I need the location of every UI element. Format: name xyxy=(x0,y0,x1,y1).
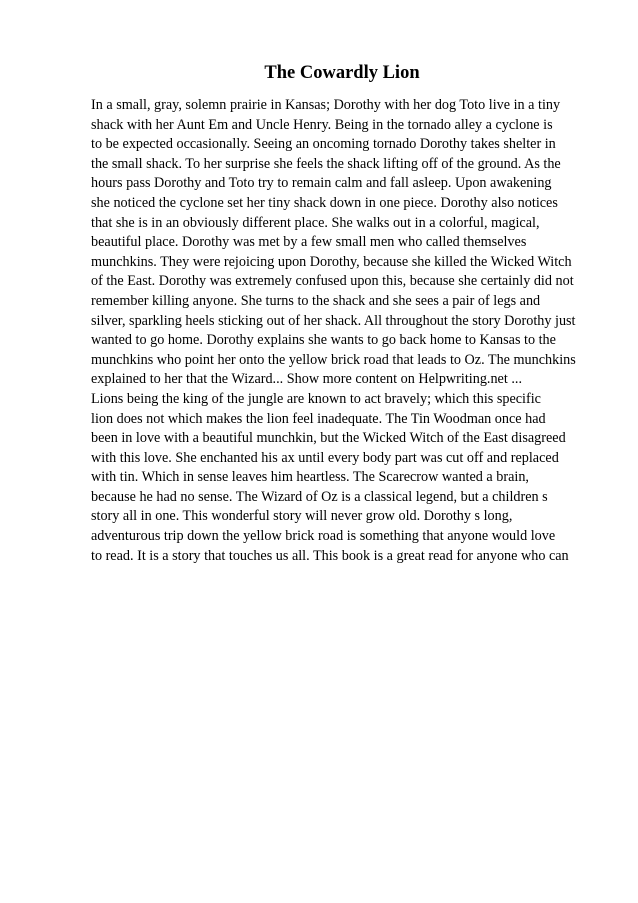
body-line: with this love. She enchanted his ax until every body part was cut off and replaced xyxy=(91,449,559,466)
body-line: story all in one. This wonderful story will never grow old. Dorothy s long, xyxy=(91,508,513,525)
body-line: munchkins who point her onto the yellow brick road that leads to Oz. The munchkins xyxy=(91,351,576,368)
body-line: remember killing anyone. She turns to the shack and she sees a pair of legs and xyxy=(91,292,541,309)
body-line: adventurous trip down the yellow brick road is something that anyone would love xyxy=(91,528,556,545)
body-line: explained to her that the Wizard... Show more content on Helpwriting.net ... xyxy=(91,371,522,388)
body-line: In a small, gray, solemn prairie in Kansas; Dorothy with her dog Toto live in a tiny xyxy=(91,97,561,113)
body-line: munchkins. They were rejoicing upon Dorothy, because she killed the Wicked Witch xyxy=(91,253,572,270)
body-line: the small shack. To her surprise she feels the shack lifting off of the ground. As the xyxy=(91,155,561,172)
body-line: that she is in an obviously different place. She walks out in a colorful, magical, xyxy=(91,214,540,231)
body-line: shack with her Aunt Em and Uncle Henry. Being in the tornado alley a cyclone is xyxy=(91,116,553,133)
document-body xyxy=(91,96,576,566)
body-line: Lions being the king of the jungle are known to act bravely; which this specific xyxy=(91,390,541,407)
body-line: to read. It is a story that touches us all. This book is a great read for anyone who can xyxy=(91,547,569,564)
body-line: silver, sparkling heels sticking out of her shack. All throughout the story Dorothy just xyxy=(91,312,576,329)
body-line: she noticed the cyclone set her tiny shack down in one piece. Dorothy also notices xyxy=(91,194,558,211)
body-line: been in love with a beautiful munchkin, but the Wicked Witch of the East disagreed xyxy=(91,430,566,447)
body-line: because he had no sense. The Wizard of Oz is a classical legend, but a children s xyxy=(91,488,548,505)
body-line: to be expected occasionally. Seeing an oncoming tornado Dorothy takes shelter in xyxy=(91,136,556,153)
body-line: with tin. Which in sense leaves him heartless. The Scarecrow wanted a brain, xyxy=(91,469,529,486)
body-line: wanted to go home. Dorothy explains she wants to go back home to Kansas to the xyxy=(91,332,556,349)
body-line: beautiful place. Dorothy was met by a few small men who called themselves xyxy=(91,234,527,251)
body-line: hours pass Dorothy and Toto try to remain calm and fall asleep. Upon awakening xyxy=(91,175,552,192)
body-line: of the East. Dorothy was extremely confused upon this, because she certainly did not xyxy=(91,273,574,290)
body-line: lion does not which makes the lion feel inadequate. The Tin Woodman once had xyxy=(91,410,546,427)
document-title: The Cowardly Lion xyxy=(264,63,420,83)
